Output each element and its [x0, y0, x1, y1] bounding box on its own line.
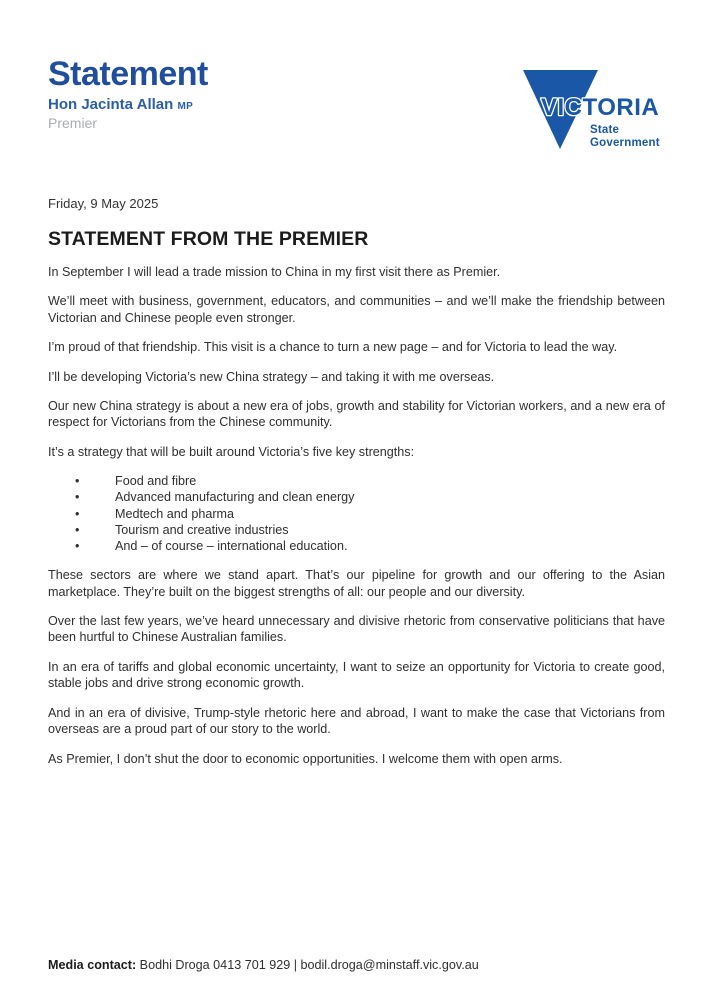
bullet-icon: •: [75, 506, 80, 521]
bullet-icon: •: [75, 490, 80, 505]
list-item: [48, 506, 665, 522]
author-name-line: [48, 96, 208, 115]
body-paragraph: Over the last few years, we’ve heard unnecessary and divisive rhetoric from conservative politicians that have been hurtful to Chinese Australian families.: [48, 614, 665, 645]
list-item: [48, 538, 665, 554]
victoria-state-government-logo: [508, 57, 668, 157]
body-paragraph: I’ll be developing Victoria’s new China strategy – and taking it with me overseas.: [48, 369, 495, 384]
media-contact-label: Media contact:: [48, 958, 137, 972]
statement-masthead-title: Statement: [48, 55, 208, 93]
author-title: Premier: [48, 115, 98, 131]
document-body: [48, 196, 665, 767]
bullet-icon: •: [75, 474, 80, 489]
body-paragraph: In an era of tariffs and global economic uncertainty, I want to seize an opportunity for Victoria to create good, stable jobs and drive strong economic growth.: [48, 659, 665, 691]
body-paragraph: It’s a strategy that will be built around Victoria’s five key strengths:: [48, 444, 415, 459]
bullet-icon: •: [75, 522, 80, 537]
body-paragraph: And in an era of divisive, Trump-style rhetoric here and abroad, I want to make the case that Victorians from overseas are a proud part of our story to the world.: [48, 705, 665, 737]
logo-tagline-state: State: [590, 124, 620, 136]
list-item: [48, 473, 665, 489]
list-item: [48, 489, 665, 505]
victoria-logo-icon: [508, 57, 668, 157]
author-postnominal: MP: [177, 101, 194, 112]
body-paragraph: Our new China strategy is about a new era of jobs, growth and stability for Victorian workers, and a new era of respect for Victorians from the Chinese community.: [48, 399, 665, 430]
document-date: Friday, 9 May 2025: [48, 196, 159, 211]
list-item-label: And – of course – international education.: [115, 539, 348, 554]
bullet-icon: •: [75, 539, 80, 554]
masthead: [48, 55, 208, 131]
page-title: STATEMENT FROM THE PREMIER: [48, 228, 369, 250]
body-paragraph: We’ll meet with business, government, educators, and communities – and we’ll make the friendship between Victorian and Chinese people even stronger.: [48, 294, 665, 325]
body-paragraph: I’m proud of that friendship. This visit is a chance to turn a new page – and for Victoria to lead the way.: [48, 340, 618, 355]
body-paragraph: As Premier, I don’t shut the door to economic opportunities. I welcome them with open arms.: [48, 751, 563, 766]
victoria-logo-wordmark: VICTORIA: [541, 94, 660, 121]
list-item-label: Advanced manufacturing and clean energy: [115, 490, 355, 505]
list-item-label: Tourism and creative industries: [115, 522, 289, 537]
list-item-label: Medtech and pharma: [115, 506, 235, 521]
body-paragraph: These sectors are where we stand apart. That’s our pipeline for growth and our offering to the Asian marketplace. They’re built on the biggest strengths of all: our people and our diversity.: [48, 568, 665, 599]
media-contact-details: Bodhi Droga 0413 701 929 | bodil.droga@minstaff.vic.gov.au: [139, 958, 479, 972]
author-name: Hon Jacinta Allan: [48, 96, 174, 113]
document-header: [48, 55, 668, 157]
list-item: [48, 522, 665, 538]
list-item-label: Food and fibre: [115, 474, 197, 489]
body-paragraph: In September I will lead a trade mission to China in my first visit there as Premier.: [48, 265, 501, 279]
logo-tagline-government: Government: [590, 137, 660, 149]
key-strengths-list: [48, 473, 665, 554]
media-contact-line: [48, 957, 479, 973]
